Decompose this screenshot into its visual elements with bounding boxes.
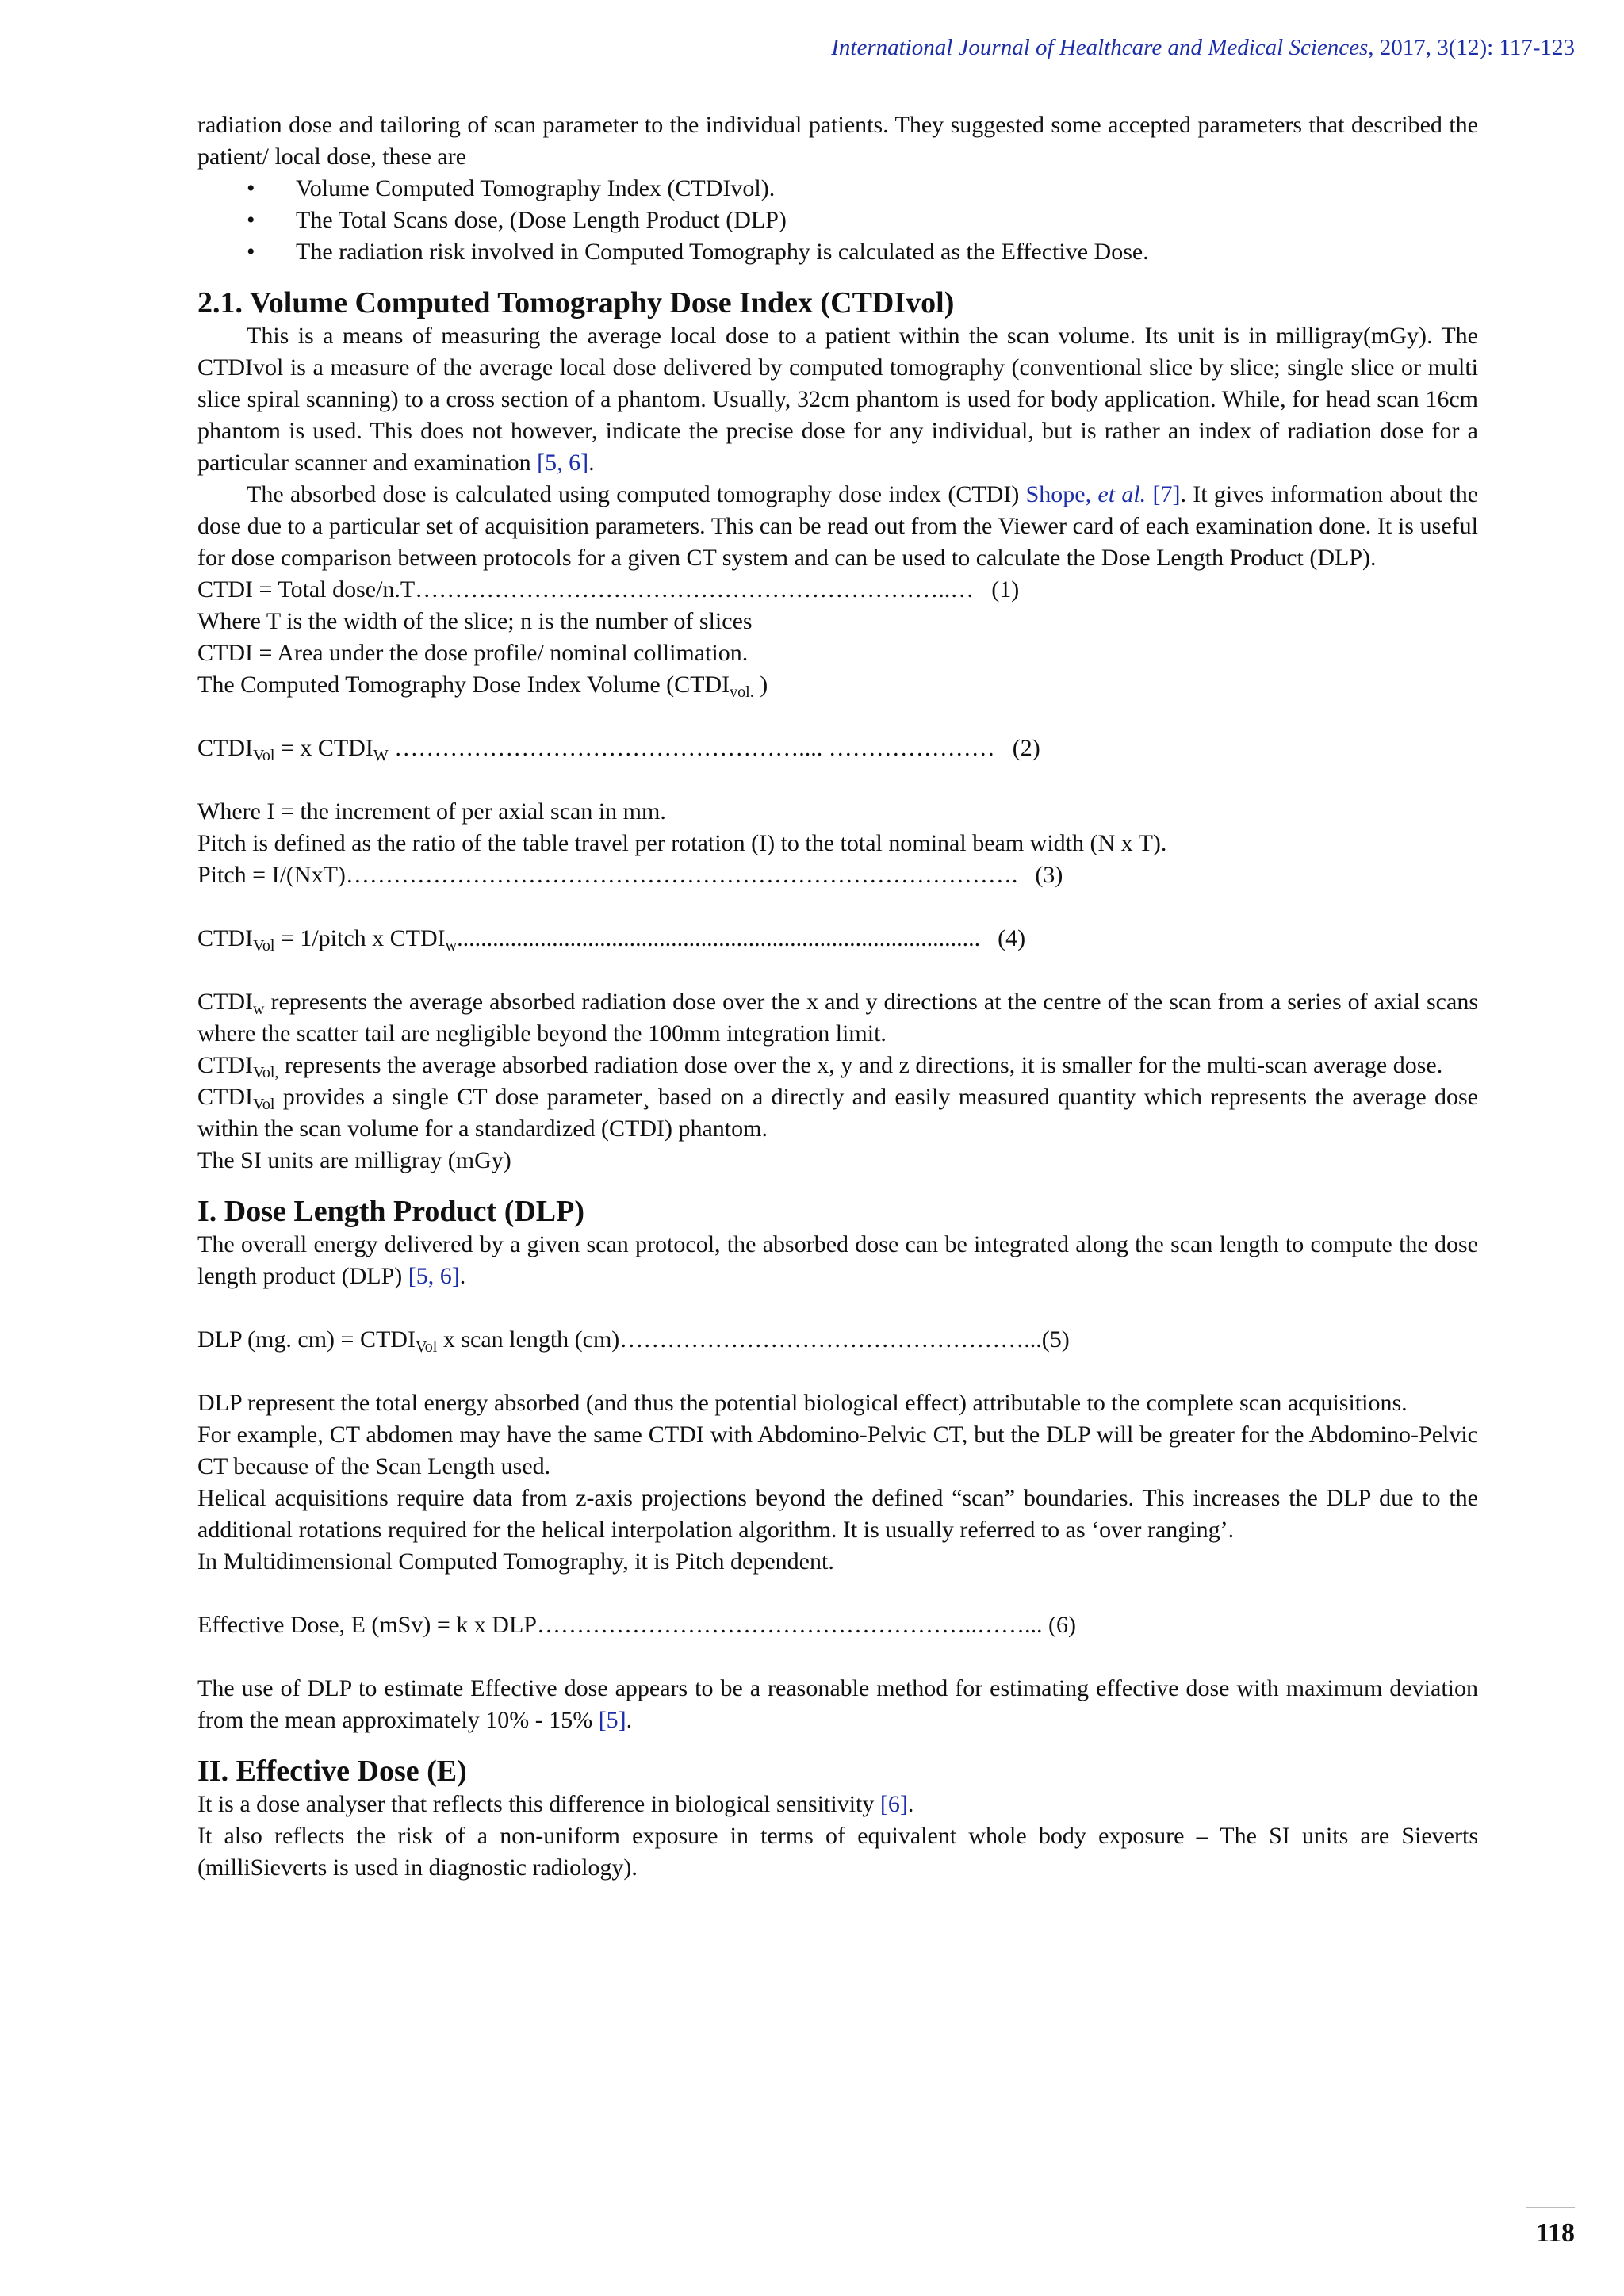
citation-link[interactable]: [6]: [879, 1791, 908, 1817]
equation-number: (1): [991, 576, 1020, 603]
paragraph: It is a dose analyser that reflects this difference in biological sensitivity [6].: [197, 1791, 914, 1817]
equation-number: (3): [1035, 862, 1063, 888]
equation-number: (2): [1012, 735, 1040, 761]
paragraph: This is a means of measuring the average local dose to a patient within the scan volume. Its unit is in milligray(mGy). The CTDIvol is a measure of the average local dose delivered by computed tomography (conventional slice by slice; single slice or multi slice spiral scanning) to a cross section of a phantom. Usually, 32cm phantom is used for body application. While, for head scan 16cm phantom is used. This does not however, indicate the precise dose for any individual, but is rather an index of radiation dose for a particular scanner and examination [5, 6].: [197, 323, 1478, 476]
section-heading-ctdivol: 2.1. Volume Computed Tomography Dose Index (CTDIvol): [197, 286, 955, 320]
list-item: • Volume Computed Tomography Index (CTDIvol).: [197, 173, 1478, 205]
citation-link[interactable]: [5, 6]: [537, 450, 589, 476]
citation-link[interactable]: [5, 6]: [408, 1263, 460, 1289]
text-line: The SI units are milligray (mGy): [197, 1147, 511, 1173]
paragraph: It also reflects the risk of a non-uniform exposure in terms of equivalent whole body exposure – The SI units are Sieverts (milliSieverts is used in diagnostic radiology).: [197, 1823, 1478, 1881]
paragraph: DLP represent the total energy absorbed (and thus the potential biological effect) attributable to the complete scan acquisitions.: [197, 1390, 1408, 1416]
section-heading-dlp: I. Dose Length Product (DLP): [197, 1195, 585, 1228]
section-heading-effective-dose: II. Effective Dose (E): [197, 1755, 467, 1788]
intro-paragraph: radiation dose and tailoring of scan parameter to the individual patients. They suggested some accepted parameters that described the patient/ local dose, these are: [197, 112, 1478, 170]
paragraph: $CTDI_w$ represents the average absorbed radiation dose over the x and y directions at the centre of the scan from a series of axial scans where the scatter tail are negligible beyond the 100mm integration limit.: [197, 989, 1478, 1047]
text-line: The Computed Tomography Dose Index Volume ($CTDI_{vol.}$ ): [197, 672, 768, 701]
paragraph: $CTDI_{Vol}$ provides a single CT dose parameter¸ based on a directly and easily measured quantity which represents the average dose within the scan volume for a standardized (CTDI) phantom.: [197, 1084, 1478, 1142]
list-item: • The radiation risk involved in Computed Tomography is calculated as the Effective Dose.: [197, 236, 1478, 268]
paragraph: In Multidimensional Computed Tomography, it is Pitch dependent.: [197, 1548, 834, 1575]
citation-link[interactable]: [7]: [1152, 481, 1181, 507]
parameter-list: [197, 173, 1478, 268]
text-line: Where T is the width of the slice; n is the number of slices: [197, 608, 753, 634]
paragraph: The use of DLP to estimate Effective dose appears to be a reasonable method for estimating effective dose with maximum deviation from the mean approximately 10% - 15% [5].: [197, 1675, 1478, 1733]
text-line: CTDI = Area under the dose profile/ nominal collimation.: [197, 640, 749, 666]
paragraph: $CTDI_{Vol,}$ represents the average absorbed radiation dose over the x, y and z directions, it is smaller for the multi-scan average dose.: [197, 1052, 1443, 1081]
page-body: [197, 109, 1478, 1884]
equation-3: Pitch = I/(NxT)…………………………………………………………………………. (3): [197, 862, 1063, 888]
equation-number: (4): [998, 925, 1026, 951]
journal-name: International Journal of Healthcare and Medical Sciences: [831, 35, 1369, 60]
paragraph: Helical acquisitions require data from z-axis projections beyond the defined “scan” boundaries. This increases the DLP due to the additional rotations required for the helical interpolation algorithm. It is usually referred to as ‘over ranging’.: [197, 1485, 1478, 1543]
paragraph: For example, CT abdomen may have the same CTDI with Abdomino-Pelvic CT, but the DLP will be greater for the Abdomino-Pelvic CT because of the Scan Length used.: [197, 1422, 1478, 1479]
running-header: [831, 35, 1575, 61]
equation-6: Effective Dose, E (mSv) = k x DLP………………………………………………..……... (6): [197, 1612, 1076, 1638]
equation-5: DLP (mg. $cm) = CTDI_{Vol}$ x scan length (cm)……………………………………………...(5): [197, 1326, 1070, 1356]
paragraph: The absorbed dose is calculated using computed tomography dose index (CTDI) Shope, et al. [7]. It gives information about the dose due to a particular set of acquisition parameters. This can be read out from the Viewer card of each examination done. It is useful for dose comparison between protocols for a given CT system and can be used to calculate the Dose Length Product (DLP).: [197, 481, 1479, 571]
text-line: Where I = the increment of per axial scan in mm.: [197, 798, 666, 825]
equation-2: $CTDI_{Vol} = x$ $CTDI_W$ …………………………………………….... ………………… (2): [197, 735, 1040, 764]
page-number: 118: [1535, 2218, 1575, 2248]
equation-1: CTDI = Total dose/n.T…………………………………………………………..… (1): [197, 576, 1020, 603]
equation-4: $CTDI_{Vol}$ = 1/pitch x $CTDI_w$........................................................................................ (4): [197, 925, 1026, 955]
footer-divider: [1526, 2207, 1575, 2208]
paragraph: The overall energy delivered by a given scan protocol, the absorbed dose can be integrated along the scan length to compute the dose length product (DLP) [5, 6].: [197, 1231, 1478, 1289]
author-link[interactable]: Shope: [1025, 481, 1086, 507]
citation-link[interactable]: [5]: [598, 1707, 626, 1733]
list-item: • The Total Scans dose, (Dose Length Product (DLP): [197, 205, 1478, 236]
journal-citation: , 2017, 3(12): 117-123: [1368, 35, 1575, 60]
text-line: Pitch is defined as the ratio of the table travel per rotation (I) to the total nominal beam width (N x T).: [197, 830, 1167, 856]
